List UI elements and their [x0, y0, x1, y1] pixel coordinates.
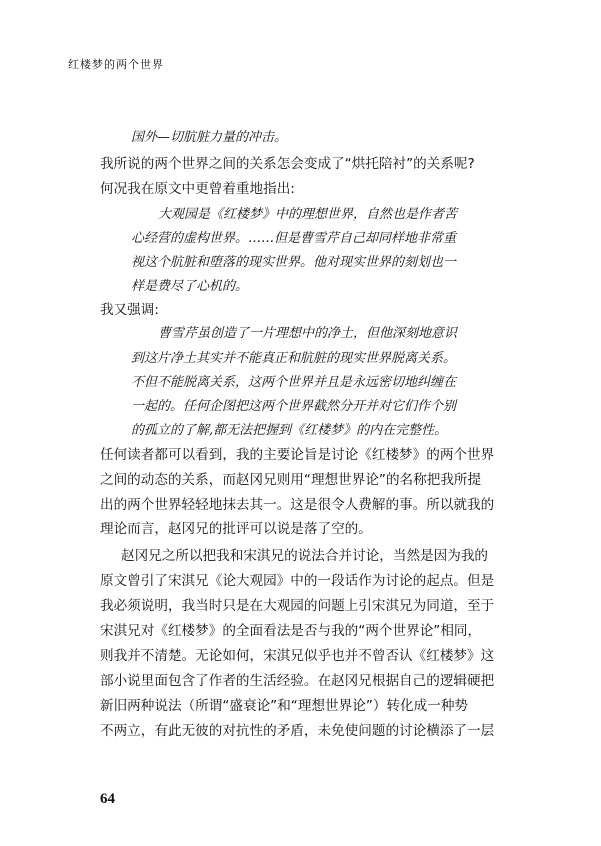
text-line: 何况我在原文中更曾着重地指出:: [100, 181, 295, 197]
text-line: 一起的。任何企图把这两个世界截然分开并对它们作个别: [131, 399, 457, 414]
running-head: 红楼梦的两个世界: [68, 58, 164, 71]
text-line: 原文曾引了宋淇兄《论大观园》中的一段话作为讨论的起点。但是: [100, 573, 495, 589]
text-line: 不两立，有此无彼的对抗性的矛盾，未免使问题的讨论横添了一层: [100, 723, 495, 739]
text-line: 曹雪芹虽创造了一片理想中的净土，但他深刻地意识: [158, 326, 458, 341]
text-line: 我所说的两个世界之间的关系怎会变成了“烘托陪衬”的关系呢?: [100, 156, 475, 172]
text-line: 我又强调:: [100, 302, 159, 318]
text-line: 大观园是《红楼梦》中的理想世界，自然也是作者苦: [158, 207, 458, 222]
text-line: 我必须说明，我当时只是在大观园的问题上引宋淇兄为同道，至于: [100, 598, 495, 614]
text-line: 之间的动态的关系，而赵冈兄则用“理想世界论”的名称把我所提: [100, 472, 482, 488]
text-line: 宋淇兄对《红楼梦》的全面看法是否与我的“两个世界论”相同，: [100, 623, 482, 639]
text-line: 国外—切肮脏力量的冲击。: [131, 130, 288, 145]
text-line: 心经营的虚构世界。……但是曹雪芹自己却同样地非常重: [131, 231, 457, 246]
text-line: 赵冈兄之所以把我和宋淇兄的说法合并讨论，当然是因为我的: [121, 548, 489, 564]
text-line: 部小说里面包含了作者的生活经验。在赵冈兄根据自己的逻辑硬把: [100, 673, 495, 689]
text-line: 的孤立的了解,都无法把握到《红楼梦》的内在完整性。: [131, 423, 448, 438]
text-line: 出的两个世界轻轻地抹去其一。这是很令人费解的事。所以就我的: [100, 497, 495, 513]
text-line: 任何读者都可以看到，我的主要论旨是讨论《红楼梦》的两个世界: [100, 447, 495, 463]
text-line: 新旧两种说法（所谓“盛衰论”和“理想世界论”）转化成一种势: [100, 698, 469, 714]
page-number: 64: [100, 791, 115, 807]
text-line: 不但不能脱离关系，这两个世界并且是永远密切地纠缠在: [131, 375, 457, 390]
text-line: 理论而言，赵冈兄的批评可以说是落了空的。: [100, 521, 372, 537]
text-line: 到这片净土其实并不能真正和肮脏的现实世界脱离关系。: [131, 351, 457, 366]
text-line: 样是费尽了心机的。: [131, 279, 249, 294]
text-line: 则我并不清楚。无论如何，宋淇兄似乎也并不曾否认《红楼梦》这: [100, 648, 495, 664]
text-line: 视这个肮脏和堕落的现实世界。他对现实世界的刻划也一: [131, 255, 457, 270]
